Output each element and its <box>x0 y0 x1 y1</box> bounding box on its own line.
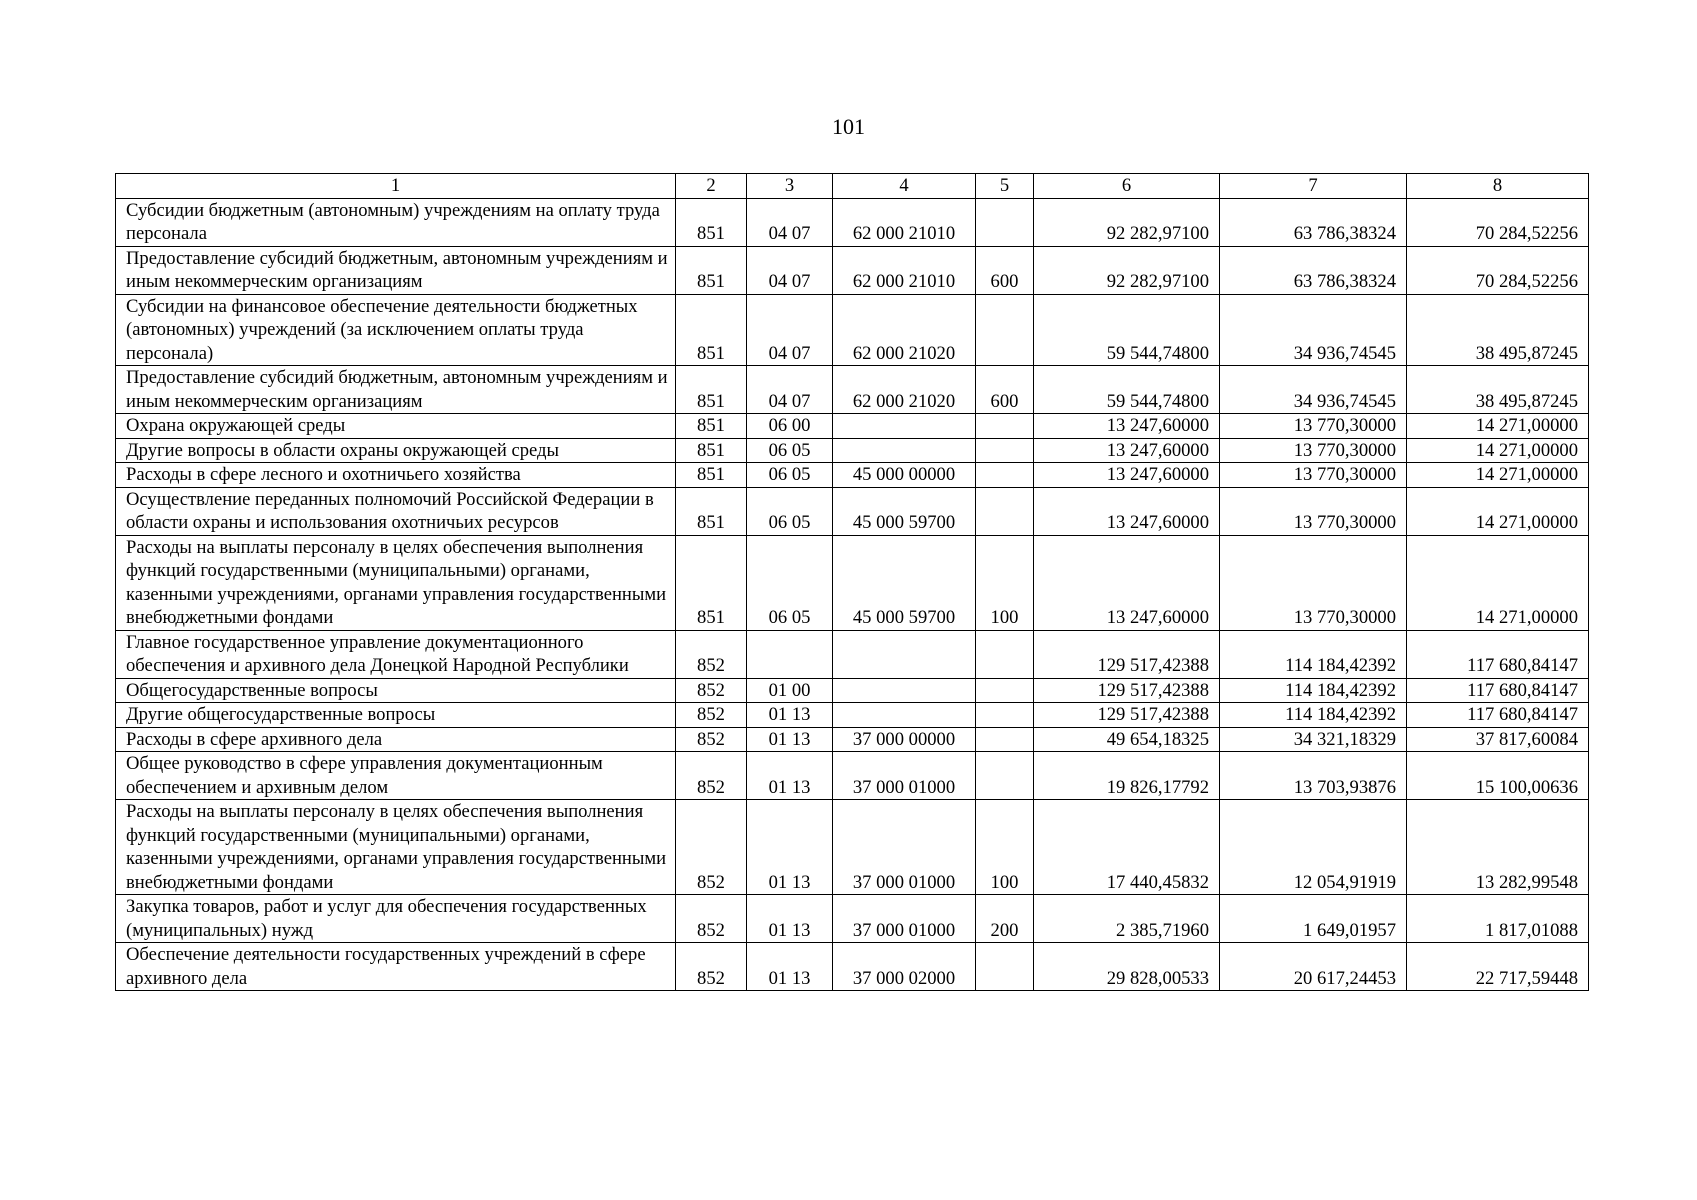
ministry-code-cell: 851 <box>676 366 747 414</box>
expense-type-cell <box>976 463 1034 488</box>
header-col-1: 1 <box>116 174 676 199</box>
section-code-cell: 04 07 <box>747 246 833 294</box>
section-code-cell: 04 07 <box>747 198 833 246</box>
target-article-cell: 37 000 02000 <box>833 943 976 991</box>
expense-type-cell <box>976 678 1034 703</box>
target-article-cell: 45 000 59700 <box>833 535 976 630</box>
ministry-code-cell: 852 <box>676 895 747 943</box>
section-code-cell: 06 05 <box>747 487 833 535</box>
amount-col-6-cell: 13 247,60000 <box>1034 463 1220 488</box>
section-code-cell: 01 13 <box>747 752 833 800</box>
name-cell: Субсидии на финансовое обеспечение деятельности бюджетных (автономных) учреждений (за исключением оплаты труда персонала) <box>116 294 676 366</box>
name-cell: Закупка товаров, работ и услуг для обеспечения государственных (муниципальных) нужд <box>116 895 676 943</box>
amount-col-7-cell: 63 786,38324 <box>1220 246 1407 294</box>
expense-type-cell <box>976 727 1034 752</box>
target-article-cell: 37 000 01000 <box>833 752 976 800</box>
amount-col-8-cell: 14 271,00000 <box>1407 438 1589 463</box>
table-row <box>116 487 1589 535</box>
expense-type-cell <box>976 438 1034 463</box>
amount-col-7-cell: 13 703,93876 <box>1220 752 1407 800</box>
table-row <box>116 463 1589 488</box>
amount-col-8-cell: 70 284,52256 <box>1407 246 1589 294</box>
amount-col-6-cell: 13 247,60000 <box>1034 535 1220 630</box>
amount-col-8-cell: 14 271,00000 <box>1407 414 1589 439</box>
amount-col-7-cell: 12 054,91919 <box>1220 800 1407 895</box>
name-cell: Предоставление субсидий бюджетным, автономным учреждениям и иным некоммерческим организациям <box>116 246 676 294</box>
amount-col-7-cell: 1 649,01957 <box>1220 895 1407 943</box>
amount-col-6-cell: 92 282,97100 <box>1034 198 1220 246</box>
ministry-code-cell: 851 <box>676 463 747 488</box>
section-code-cell: 04 07 <box>747 366 833 414</box>
header-row <box>116 174 1589 199</box>
name-cell: Осуществление переданных полномочий Российской Федерации в области охраны и использования охотничьих ресурсов <box>116 487 676 535</box>
ministry-code-cell: 851 <box>676 294 747 366</box>
name-cell: Другие вопросы в области охраны окружающей среды <box>116 438 676 463</box>
table-row <box>116 943 1589 991</box>
amount-col-8-cell: 1 817,01088 <box>1407 895 1589 943</box>
name-cell: Другие общегосударственные вопросы <box>116 703 676 728</box>
table-row <box>116 246 1589 294</box>
name-cell: Расходы в сфере лесного и охотничьего хозяйства <box>116 463 676 488</box>
target-article-cell: 45 000 59700 <box>833 487 976 535</box>
ministry-code-cell: 852 <box>676 943 747 991</box>
header-col-3: 3 <box>747 174 833 199</box>
table-row <box>116 895 1589 943</box>
target-article-cell: 37 000 01000 <box>833 895 976 943</box>
section-code-cell: 01 13 <box>747 800 833 895</box>
ministry-code-cell: 851 <box>676 438 747 463</box>
ministry-code-cell: 852 <box>676 703 747 728</box>
section-code-cell: 01 13 <box>747 943 833 991</box>
header-col-6: 6 <box>1034 174 1220 199</box>
expense-type-cell: 200 <box>976 895 1034 943</box>
expense-type-cell <box>976 198 1034 246</box>
ministry-code-cell: 851 <box>676 487 747 535</box>
target-article-cell: 62 000 21010 <box>833 198 976 246</box>
section-code-cell: 01 13 <box>747 895 833 943</box>
ministry-code-cell: 852 <box>676 678 747 703</box>
amount-col-7-cell: 13 770,30000 <box>1220 414 1407 439</box>
section-code-cell: 04 07 <box>747 294 833 366</box>
name-cell: Главное государственное управление документационного обеспечения и архивного дела Донецкой Народной Республики <box>116 630 676 678</box>
table-row <box>116 198 1589 246</box>
expense-type-cell: 600 <box>976 366 1034 414</box>
name-cell: Расходы на выплаты персоналу в целях обеспечения выполнения функций государственными (муниципальными) органами, казенными учреждениями, органами управления государственными внебюджетными фондами <box>116 535 676 630</box>
amount-col-6-cell: 49 654,18325 <box>1034 727 1220 752</box>
header-col-7: 7 <box>1220 174 1407 199</box>
expense-type-cell: 100 <box>976 800 1034 895</box>
amount-col-6-cell: 13 247,60000 <box>1034 438 1220 463</box>
amount-col-7-cell: 114 184,42392 <box>1220 703 1407 728</box>
section-code-cell: 06 00 <box>747 414 833 439</box>
expense-type-cell <box>976 487 1034 535</box>
amount-col-7-cell: 13 770,30000 <box>1220 535 1407 630</box>
name-cell: Субсидии бюджетным (автономным) учреждениям на оплату труда персонала <box>116 198 676 246</box>
section-code-cell: 01 13 <box>747 703 833 728</box>
target-article-cell <box>833 438 976 463</box>
amount-col-8-cell: 38 495,87245 <box>1407 294 1589 366</box>
ministry-code-cell: 852 <box>676 630 747 678</box>
name-cell: Предоставление субсидий бюджетным, автономным учреждениям и иным некоммерческим организациям <box>116 366 676 414</box>
amount-col-7-cell: 34 321,18329 <box>1220 727 1407 752</box>
amount-col-8-cell: 38 495,87245 <box>1407 366 1589 414</box>
expense-type-cell: 600 <box>976 246 1034 294</box>
target-article-cell <box>833 630 976 678</box>
amount-col-7-cell: 114 184,42392 <box>1220 630 1407 678</box>
amount-col-6-cell: 2 385,71960 <box>1034 895 1220 943</box>
amount-col-6-cell: 59 544,74800 <box>1034 366 1220 414</box>
amount-col-8-cell: 117 680,84147 <box>1407 630 1589 678</box>
ministry-code-cell: 852 <box>676 752 747 800</box>
header-col-5: 5 <box>976 174 1034 199</box>
ministry-code-cell: 852 <box>676 800 747 895</box>
section-code-cell: 01 13 <box>747 727 833 752</box>
expense-type-cell: 100 <box>976 535 1034 630</box>
budget-table <box>115 173 1589 991</box>
table-row <box>116 294 1589 366</box>
header-col-2: 2 <box>676 174 747 199</box>
table-row <box>116 438 1589 463</box>
ministry-code-cell: 851 <box>676 246 747 294</box>
table-row <box>116 366 1589 414</box>
amount-col-7-cell: 13 770,30000 <box>1220 438 1407 463</box>
section-code-cell: 01 00 <box>747 678 833 703</box>
ministry-code-cell: 852 <box>676 727 747 752</box>
table-row <box>116 535 1589 630</box>
target-article-cell <box>833 414 976 439</box>
target-article-cell: 62 000 21020 <box>833 366 976 414</box>
amount-col-7-cell: 13 770,30000 <box>1220 487 1407 535</box>
amount-col-6-cell: 59 544,74800 <box>1034 294 1220 366</box>
target-article-cell: 37 000 00000 <box>833 727 976 752</box>
target-article-cell: 62 000 21020 <box>833 294 976 366</box>
amount-col-7-cell: 34 936,74545 <box>1220 366 1407 414</box>
amount-col-6-cell: 19 826,17792 <box>1034 752 1220 800</box>
name-cell: Общее руководство в сфере управления документационным обеспечением и архивным делом <box>116 752 676 800</box>
ministry-code-cell: 851 <box>676 198 747 246</box>
amount-col-7-cell: 20 617,24453 <box>1220 943 1407 991</box>
table-row <box>116 414 1589 439</box>
header-col-4: 4 <box>833 174 976 199</box>
amount-col-7-cell: 63 786,38324 <box>1220 198 1407 246</box>
amount-col-8-cell: 22 717,59448 <box>1407 943 1589 991</box>
table-body <box>116 198 1589 991</box>
table-row <box>116 678 1589 703</box>
target-article-cell: 62 000 21010 <box>833 246 976 294</box>
amount-col-8-cell: 117 680,84147 <box>1407 703 1589 728</box>
page-number: 101 <box>832 114 865 139</box>
target-article-cell <box>833 678 976 703</box>
header-col-8: 8 <box>1407 174 1589 199</box>
amount-col-6-cell: 129 517,42388 <box>1034 678 1220 703</box>
ministry-code-cell: 851 <box>676 414 747 439</box>
target-article-cell: 45 000 00000 <box>833 463 976 488</box>
table-row <box>116 630 1589 678</box>
amount-col-8-cell: 37 817,60084 <box>1407 727 1589 752</box>
amount-col-6-cell: 29 828,00533 <box>1034 943 1220 991</box>
expense-type-cell <box>976 414 1034 439</box>
section-code-cell: 06 05 <box>747 535 833 630</box>
amount-col-8-cell: 14 271,00000 <box>1407 463 1589 488</box>
amount-col-8-cell: 117 680,84147 <box>1407 678 1589 703</box>
expense-type-cell <box>976 630 1034 678</box>
expense-type-cell <box>976 943 1034 991</box>
amount-col-8-cell: 15 100,00636 <box>1407 752 1589 800</box>
section-code-cell: 06 05 <box>747 438 833 463</box>
amount-col-7-cell: 34 936,74545 <box>1220 294 1407 366</box>
table-row <box>116 703 1589 728</box>
amount-col-7-cell: 114 184,42392 <box>1220 678 1407 703</box>
target-article-cell: 37 000 01000 <box>833 800 976 895</box>
amount-col-8-cell: 14 271,00000 <box>1407 487 1589 535</box>
name-cell: Охрана окружающей среды <box>116 414 676 439</box>
table-row <box>116 800 1589 895</box>
amount-col-8-cell: 70 284,52256 <box>1407 198 1589 246</box>
table-row <box>116 752 1589 800</box>
expense-type-cell <box>976 703 1034 728</box>
amount-col-6-cell: 13 247,60000 <box>1034 414 1220 439</box>
name-cell: Обеспечение деятельности государственных учреждений в сфере архивного дела <box>116 943 676 991</box>
amount-col-8-cell: 13 282,99548 <box>1407 800 1589 895</box>
ministry-code-cell: 851 <box>676 535 747 630</box>
amount-col-6-cell: 129 517,42388 <box>1034 703 1220 728</box>
amount-col-7-cell: 13 770,30000 <box>1220 463 1407 488</box>
amount-col-6-cell: 17 440,45832 <box>1034 800 1220 895</box>
target-article-cell <box>833 703 976 728</box>
amount-col-8-cell: 14 271,00000 <box>1407 535 1589 630</box>
amount-col-6-cell: 92 282,97100 <box>1034 246 1220 294</box>
expense-type-cell <box>976 294 1034 366</box>
expense-type-cell <box>976 752 1034 800</box>
name-cell: Расходы в сфере архивного дела <box>116 727 676 752</box>
amount-col-6-cell: 129 517,42388 <box>1034 630 1220 678</box>
name-cell: Расходы на выплаты персоналу в целях обеспечения выполнения функций государственными (муниципальными) органами, казенными учреждениями, органами управления государственными внебюджетными фондами <box>116 800 676 895</box>
section-code-cell <box>747 630 833 678</box>
table-row <box>116 727 1589 752</box>
section-code-cell: 06 05 <box>747 463 833 488</box>
amount-col-6-cell: 13 247,60000 <box>1034 487 1220 535</box>
name-cell: Общегосударственные вопросы <box>116 678 676 703</box>
